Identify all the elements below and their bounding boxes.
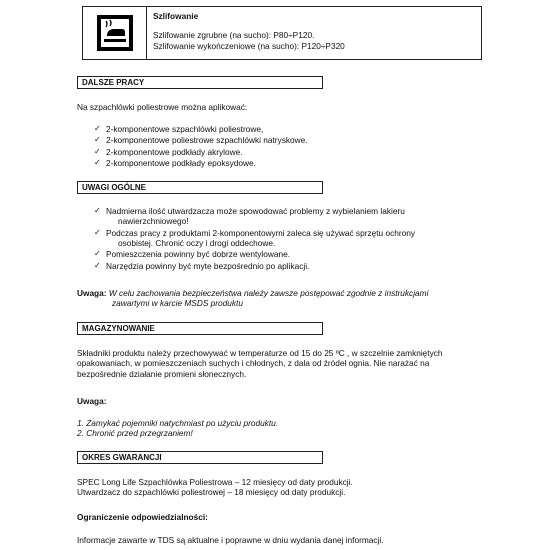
storage-line-3: bezpośrednie działanie promieni słonecznych. [77, 368, 247, 379]
grinding-line-2: Szlifowanie wykończeniowe (na sucho): P120÷P320 [153, 40, 345, 51]
check-icon: ✓ [94, 249, 101, 259]
grinding-text [153, 11, 345, 51]
list-item: ✓ Podczas pracy z produktami 2-komponentowymi zaleca się używać sprzętu ochrony osobistej. Chronić oczy i drogi oddechowe. [94, 227, 415, 249]
further-work-intro: Na szpachlówki poliestrowe można aplikować: [77, 102, 248, 112]
general-notes-list [94, 206, 415, 272]
check-icon: ✓ [94, 206, 101, 215]
check-icon: ✓ [94, 227, 101, 237]
list-item: ✓ Nadmierna ilość utwardzacza może spowodować problemy z wybielaniem lakieru nawierzchniowego! [94, 206, 405, 227]
further-work-header: DALSZE PRACY [77, 76, 323, 89]
grinding-title: Szlifowanie [153, 11, 199, 21]
check-icon: ✓ [94, 146, 101, 156]
grinding-icon-cell [83, 7, 147, 59]
storage-note-1: 1. Zamykać pojemniki natychmiast po użyciu produktu. [77, 418, 279, 428]
warning-text-line-1: W celu zachowania bezpieczeństwa należy zawsze postępować zgodnie z instrukcjami [106, 288, 429, 298]
check-icon: ✓ [94, 135, 101, 145]
warranty-text [77, 477, 477, 498]
list-item: ✓ 2-komponentowe szpachlówki poliestrowe, [94, 124, 264, 134]
check-icon: ✓ [94, 158, 101, 168]
grinding-line-1: Szlifowanie zgrubne (na sucho): P80÷P120. [153, 30, 315, 41]
general-notes-warning [77, 288, 477, 309]
list-item: ✓ 2-komponentowe poliestrowe szpachlówki natryskowe. [94, 135, 308, 146]
warranty-line-2: Utwardzacz do szpachlówki poliestrowej – 18 miesięcy od daty produkcji. [77, 487, 346, 498]
list-item: ✓ Narzędzia powinny być myte bezpośrednio po aplikacji. [94, 260, 310, 271]
storage-text [77, 348, 477, 379]
list-item: ✓ 2-komponentowe podkłady akrylowe. [94, 146, 243, 157]
liability-label: Ograniczenie odpowiedzialności: [77, 512, 208, 522]
check-icon: ✓ [94, 124, 101, 133]
liability-text: Informacje zawarte w TDS są aktualne i poprawne w dniu wydania danej informacji. [77, 535, 384, 545]
list-item: ✓ 2-komponentowe podkłady epoksydowe. [94, 158, 256, 169]
warranty-line-1: SPEC Long Life Szpachlówka Poliestrowa – 12 miesięcy od daty produkcji. [77, 477, 353, 487]
sanding-icon [97, 15, 133, 51]
list-item: ✓ Pomieszczenia powinny być dobrze wentylowane. [94, 249, 291, 260]
warning-label: Uwaga: [77, 288, 107, 298]
grinding-table [82, 6, 482, 60]
storage-notes [77, 418, 477, 439]
storage-line-2: opakowaniach, w pomieszczeniach suchych i chłodnych, z dala od źródeł ognia. Nie narażać na [77, 358, 430, 369]
warning-text-line-2: zawartymi w karcie MSDS produktu [112, 298, 243, 309]
warranty-header: OKRES GWARANCJI [77, 451, 323, 464]
storage-note-2: 2. Chronić przed przegrzaniem! [77, 428, 193, 439]
check-icon: ✓ [94, 260, 101, 270]
general-notes-header: UWAGI OGÓLNE [77, 181, 323, 194]
storage-note-label: Uwaga: [77, 396, 107, 406]
storage-header: MAGAZYNOWANIE [77, 322, 323, 335]
storage-line-1: Składniki produktu należy przechowywać w temperaturze od 15 do 25 ºC , w szczelnie zamkniętych [77, 348, 443, 358]
further-work-list [94, 124, 308, 169]
